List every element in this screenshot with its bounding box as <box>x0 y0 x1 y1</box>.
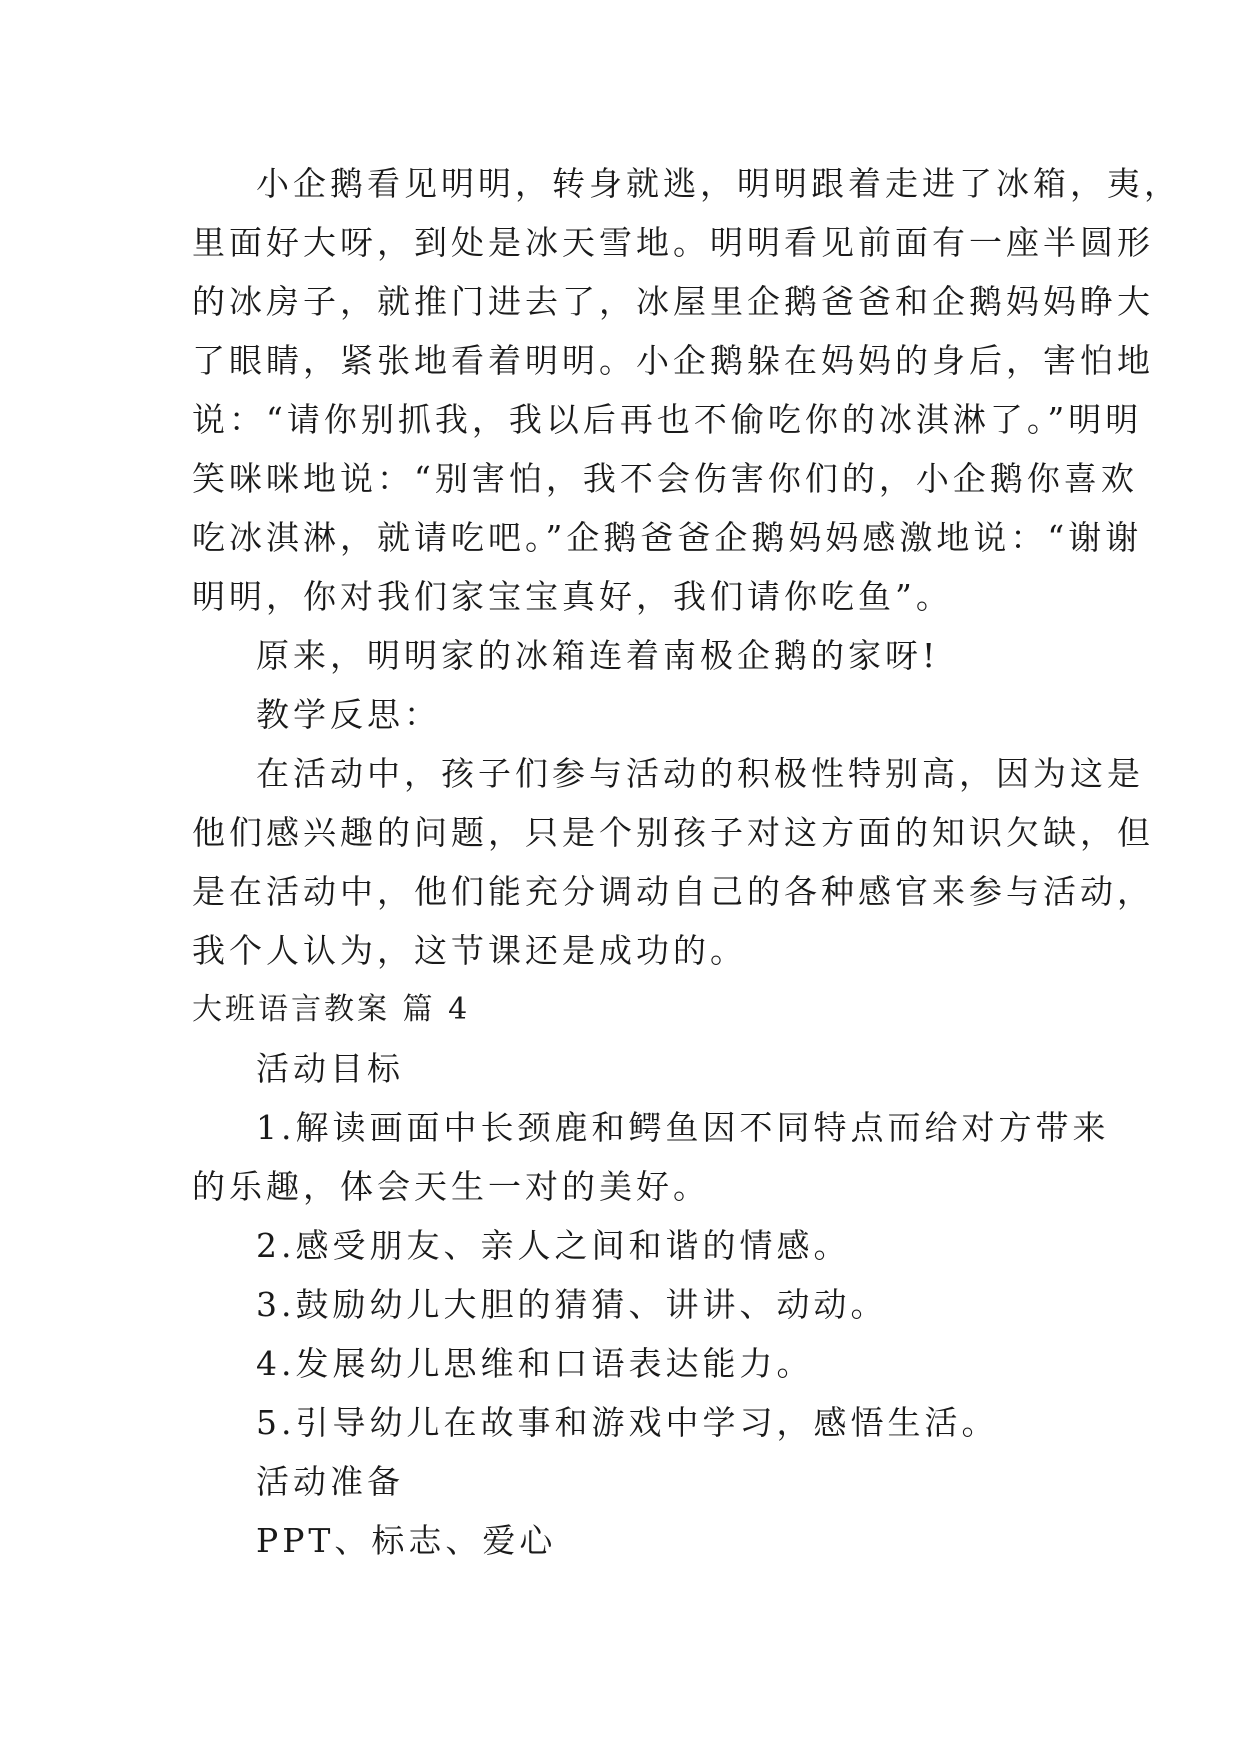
goal-item-4: 4.发展幼儿思维和口语表达能力。 <box>256 1344 814 1383</box>
prep-items: PPT、标志、爱心 <box>256 1521 557 1560</box>
reflection-paragraph <box>192 744 1154 980</box>
reflection-line: 在活动中，孩子们参与活动的积极性特别高，因为这是 <box>256 754 1144 793</box>
story-conclusion: 原来，明明家的冰箱连着南极企鹅的家呀! <box>256 636 940 675</box>
goal-item-1 <box>192 1098 1110 1216</box>
goals-heading: 活动目标 <box>256 1049 404 1088</box>
story-line: 明明，你对我们家宝宝真好，我们请你吃鱼”。 <box>192 577 953 616</box>
reflection-line: 他们感兴趣的问题，只是个别孩子对这方面的知识欠缺，但 <box>192 813 1154 852</box>
story-line: 笑咪咪地说：“别害怕，我不会伤害你们的，小企鹅你喜欢 <box>192 459 1138 498</box>
story-line: 说：“请你别抓我，我以后再也不偷吃你的冰淇淋了。”明明 <box>192 400 1143 439</box>
story-line: 了眼睛，紧张地看着明明。小企鹅躲在妈妈的身后，害怕地 <box>192 341 1154 380</box>
story-line: 的冰房子，就推门进去了，冰屋里企鹅爸爸和企鹅妈妈睁大 <box>192 282 1154 321</box>
goal-item-3: 3.鼓励幼儿大胆的猜猜、讲讲、动动。 <box>256 1285 888 1324</box>
goal-line: 1.解读画面中长颈鹿和鳄鱼因不同特点而给对方带来 <box>256 1108 1110 1147</box>
reflection-heading: 教学反思： <box>256 695 441 734</box>
document-body <box>192 154 1181 1570</box>
story-line: 吃冰淇淋，就请吃吧。”企鹅爸爸企鹅妈妈感激地说：“谢谢 <box>192 518 1143 557</box>
section-title: 大班语言教案 篇 4 <box>192 992 471 1027</box>
story-line: 里面好大呀，到处是冰天雪地。明明看见前面有一座半圆形 <box>192 223 1154 262</box>
prep-heading: 活动准备 <box>256 1462 404 1501</box>
reflection-line: 我个人认为，这节课还是成功的。 <box>192 931 747 970</box>
reflection-line: 是在活动中，他们能充分调动自己的各种感官来参与活动， <box>192 872 1154 911</box>
goal-item-2: 2.感受朋友、亲人之间和谐的情感。 <box>256 1226 851 1265</box>
goal-item-5: 5.引导幼儿在故事和游戏中学习，感悟生活。 <box>256 1403 999 1442</box>
story-paragraph <box>192 154 1181 626</box>
goal-line: 的乐趣，体会天生一对的美好。 <box>192 1167 710 1206</box>
story-line: 小企鹅看见明明，转身就逃，明明跟着走进了冰箱，夷， <box>256 164 1181 203</box>
